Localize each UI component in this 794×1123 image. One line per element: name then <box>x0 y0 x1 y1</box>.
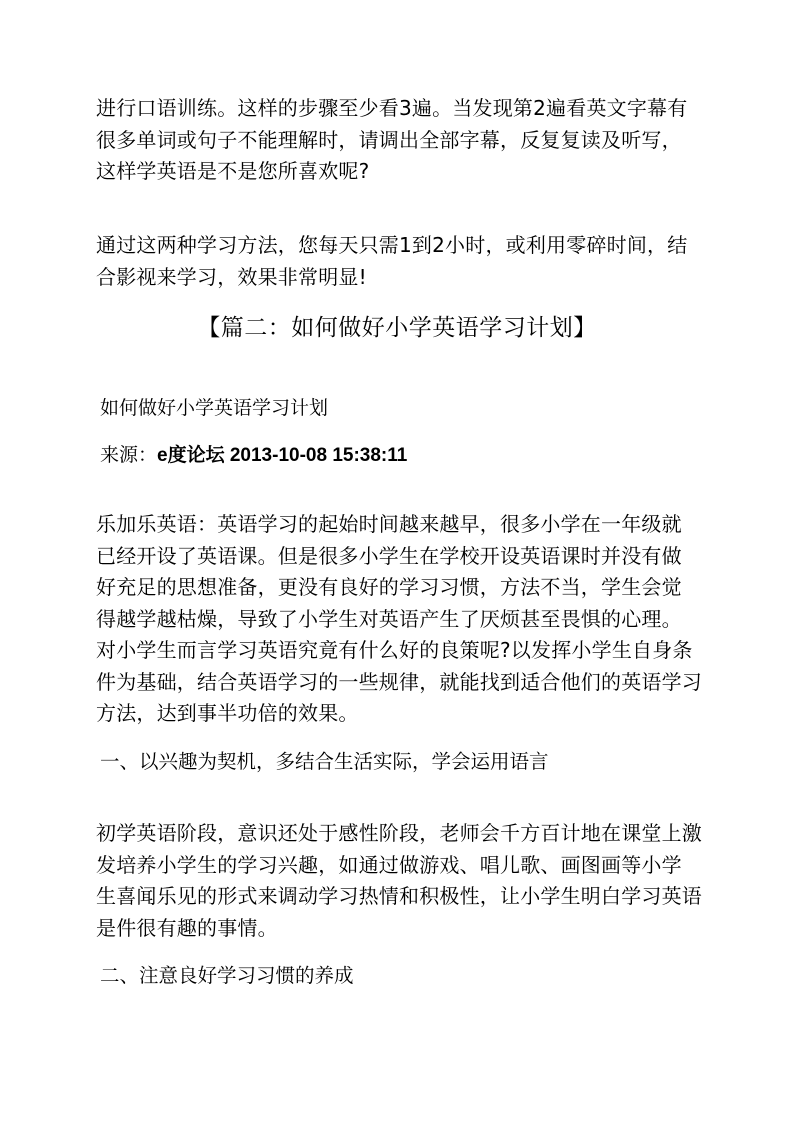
text-line: 进行口语训练。这样的步骤至少看3遍。当发现第2遍看英文字幕有 <box>96 96 688 120</box>
source-line <box>100 441 407 470</box>
text-line: 得越学越枯燥，导致了小学生对英语产生了厌烦甚至畏惧的心理。 <box>96 606 682 631</box>
text-line: 已经开设了英语课。但是很多小学生在学校开设英语课时并没有做 <box>96 543 682 568</box>
text-line: 好充足的思想准备，更没有良好的学习习惯，方法不当，学生会觉 <box>96 575 682 599</box>
text-line: 方法，达到事半功倍的效果。 <box>96 701 359 725</box>
text-line: 通过这两种学习方法，您每天只需1到2小时，或利用零碎时间，结 <box>96 233 688 257</box>
text-line: 生喜闻乐见的形式来调动学习热情和积极性，让小学生明白学习英语 <box>96 884 702 908</box>
source-value: e度论坛 2013-10-08 15:38:11 <box>157 445 408 466</box>
article-title: 如何做好小学英语学习计划 <box>100 397 329 419</box>
text-line: 是件很有趣的事情。 <box>96 915 278 940</box>
section-title: 【篇二：如何做好小学英语学习计划】 <box>197 315 597 341</box>
text-line: 件为基础，结合英语学习的一些规律，就能找到适合他们的英语学习 <box>96 669 702 694</box>
text-line: 合影视来学习，效果非常明显! <box>96 264 367 289</box>
source-label: 来源： <box>100 444 158 466</box>
text-line: 对小学生而言学习英语究竟有什么好的良策呢?以发挥小学生自身条 <box>96 638 693 662</box>
text-line: 初学英语阶段，意识还处于感性阶段，老师会千方百计地在课堂上激 <box>96 821 702 845</box>
paragraph-beginner-stage <box>96 818 706 944</box>
paragraph-introduction <box>96 509 706 730</box>
paragraph-video-training <box>96 93 706 188</box>
text-line: 乐加乐英语：英语学习的起始时间越来越早，很多小学在一年级就 <box>96 512 682 536</box>
section-heading-interest: 一、以兴趣为契机，多结合生活实际，学会运用语言 <box>100 750 549 773</box>
text-line: 这样学英语是不是您所喜欢呢? <box>96 159 370 183</box>
paragraph-study-methods <box>96 230 706 293</box>
section-heading-habits: 二、注意良好学习习惯的养成 <box>100 964 354 987</box>
text-line: 发培养小学生的学习兴趣，如通过做游戏、唱儿歌、画图画等小学 <box>96 852 682 877</box>
text-line: 很多单词或句子不能理解时，请调出全部字幕，反复复读及听写， <box>96 127 682 152</box>
